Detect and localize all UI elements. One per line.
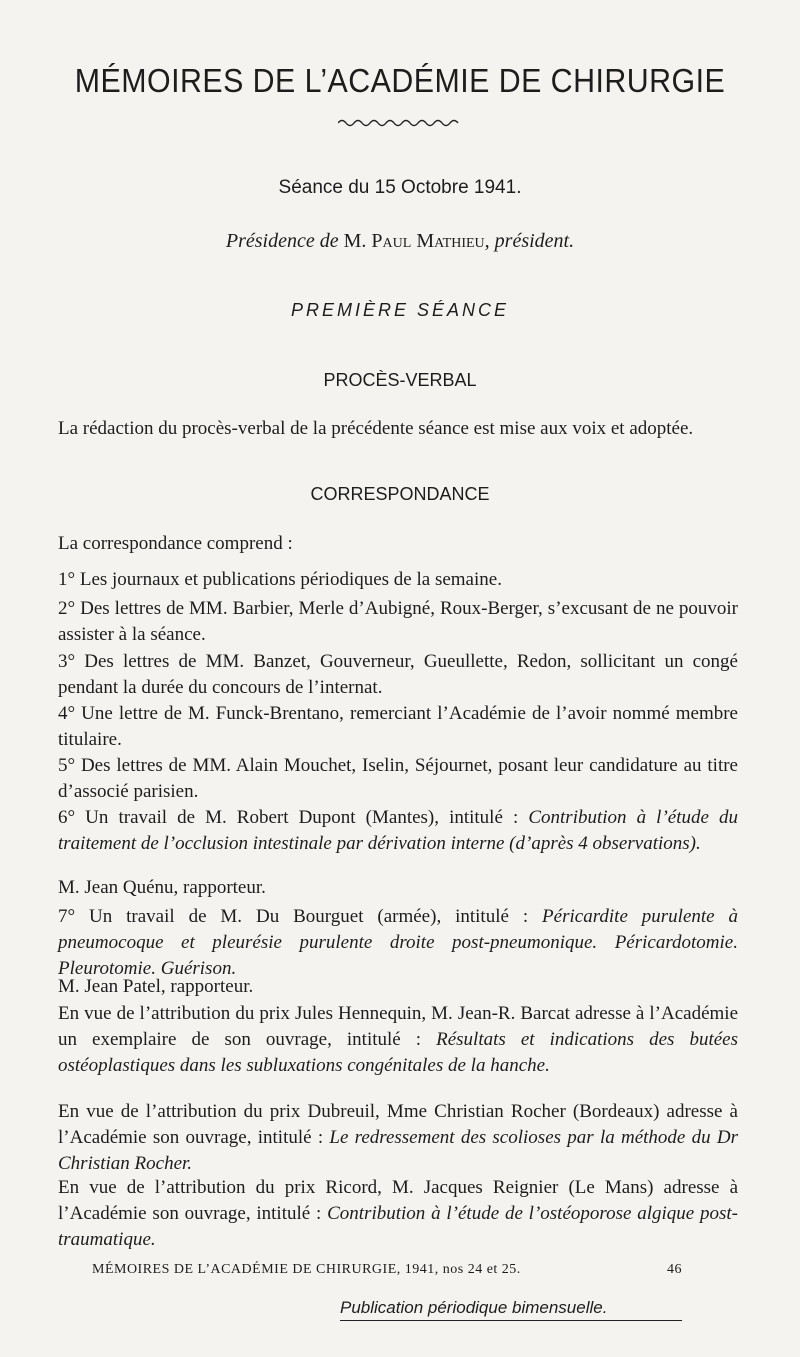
prix1-title: Résultats et indications des butées ostéoplastiques dans les subluxations congénitales de la hanche.: [58, 1029, 739, 1076]
proces-verbal-heading: PROCÈS-VERBAL: [323, 370, 477, 390]
president-name: Paul Mathieu: [371, 230, 485, 252]
premiere-seance-heading: PREMIÈRE SÉANCE: [290, 300, 510, 320]
item7-title: Péricardite purulente à pneumocoque et pleurésie purulente droite post-pneumonique. Péricardotomie. Pleurotomie. Guérison.: [58, 906, 739, 979]
seance-date: Séance du 15 Octobre 1941.: [278, 177, 522, 198]
correspondance-item-2: 2° Des lettres de MM. Barbier, Merle d’Aubigné, Roux-Berger, s’excusant de ne pouvoir assister à la séance.: [58, 598, 738, 645]
correspondance-intro: La correspondance comprend :: [58, 533, 293, 554]
prix-ricord: [32, 1175, 738, 1253]
journal-title: MÉMOIRES DE L’ACADÉMIE DE CHIRURGIE: [74, 62, 726, 99]
item6-rapporteur: M. Jean Quénu, rapporteur.: [58, 877, 266, 898]
correspondance-item-5: 5° Des lettres de MM. Alain Mouchet, Iselin, Séjournet, posant leur candidature au titre d’associé parisien.: [58, 755, 738, 802]
correspondance-heading: CORRESPONDANCE: [310, 484, 490, 504]
item6-title: Contribution à l’étude du traitement de l’occlusion intestinale par dérivation interne (d’après 4 observations).: [58, 807, 739, 854]
presidence-m: M.: [343, 230, 367, 252]
correspondance-item-3: 3° Des lettres de MM. Banzet, Gouverneur, Gueullette, Redon, sollicitant un congé pendant la durée du concours de l’internat.: [58, 651, 738, 698]
correspondance-item-1: 1° Les journaux et publications périodiques de la semaine.: [58, 569, 502, 590]
prix2-title: Le redressement des scolioses par la méthode du Dr Christian Rocher.: [58, 1127, 738, 1174]
item7-text: 7° Un travail de M. Du Bourguet (armée), intitulé :: [58, 906, 529, 927]
running-footer: [92, 1262, 682, 1278]
correspondance-item-4: 4° Une lettre de M. Funck-Brentano, remerciant l’Académie de l’avoir nommé membre titulaire.: [58, 703, 738, 750]
item7-rapporteur: M. Jean Patel, rapporteur.: [58, 976, 254, 997]
correspondance-item-7: [32, 904, 738, 982]
decorative-rule: [338, 118, 462, 128]
correspondance-item-6: [32, 805, 738, 857]
prix3-title: Contribution à l’étude de l’ostéoporose algique post-traumatique.: [58, 1203, 739, 1250]
page-number: 46: [667, 1262, 682, 1277]
presidence-suffix: président.: [494, 230, 575, 252]
prix3-text: En vue de l’attribution du prix Ricord, M. Jacques Reignier (Le Mans) adresse à l’Académie son ouvrage, intitulé :: [58, 1177, 738, 1224]
prix-dubreuil: [32, 1099, 738, 1177]
publication-note: Publication périodique bimensuelle.: [340, 1298, 682, 1321]
presidence-line: Présidence de M. Paul Mathieu, président.: [225, 230, 575, 252]
prix1-text: En vue de l’attribution du prix Jules Hennequin, M. Jean-R. Barcat adresse à l’Académie un exemplaire de son ouvrage, intitulé :: [58, 1003, 738, 1050]
footer-journal: MÉMOIRES DE L’ACADÉMIE DE CHIRURGIE, 1941, nos 24 et 25.: [92, 1262, 521, 1277]
proces-verbal-text: La rédaction du procès-verbal de la précédente séance est mise aux voix et adoptée.: [58, 418, 694, 439]
prix2-text: En vue de l’attribution du prix Dubreuil, Mme Christian Rocher (Bordeaux) adresse à l’Académie son ouvrage, intitulé :: [58, 1101, 738, 1148]
presidence-prefix: Présidence de: [225, 230, 339, 252]
prix-hennequin: [32, 1001, 738, 1079]
item6-text: 6° Un travail de M. Robert Dupont (Mantes), intitulé :: [58, 807, 519, 828]
